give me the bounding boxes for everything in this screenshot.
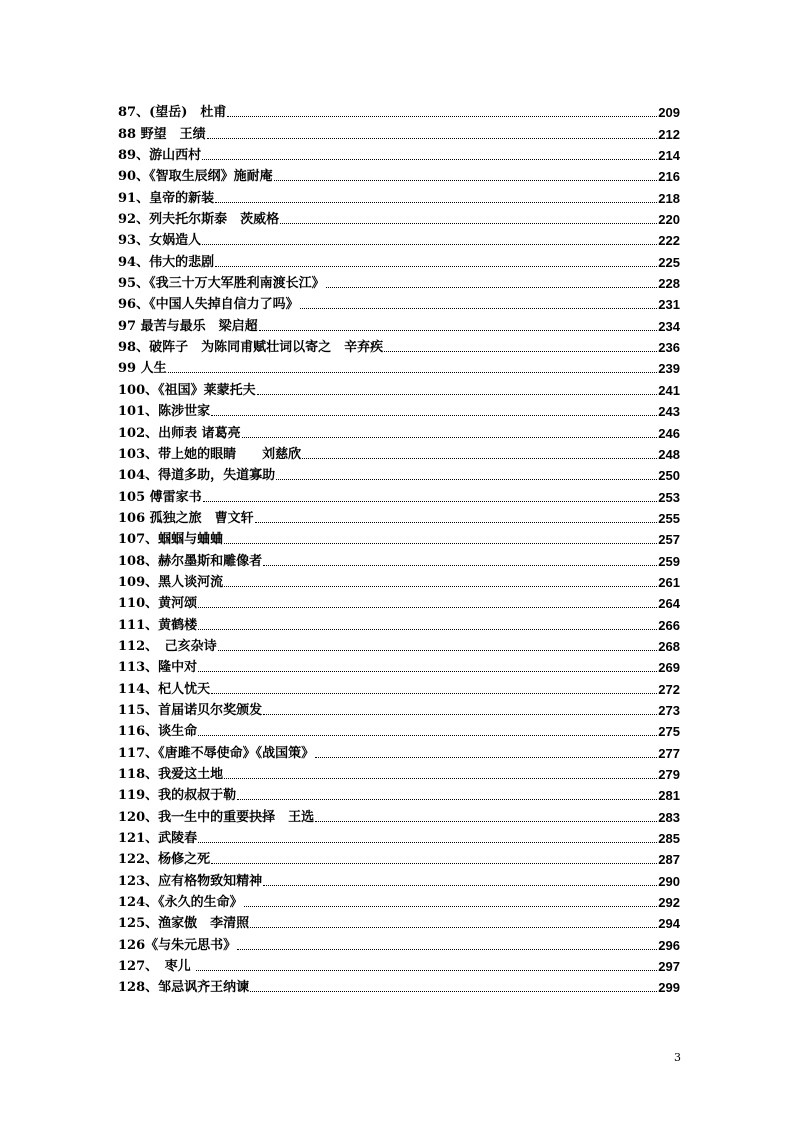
toc-entry[interactable] [118, 419, 680, 440]
toc-entry-title: 117、《唐雎不辱使命》《战国策》 [118, 745, 315, 761]
page-number: 3 [674, 1051, 681, 1064]
dot-leader [198, 671, 657, 672]
toc-entry-title: 88 野望 王绩 [118, 126, 206, 142]
toc-entry[interactable] [118, 675, 680, 696]
toc-entry-page: 290 [658, 873, 680, 889]
dot-leader [244, 906, 658, 907]
dot-leader [300, 308, 658, 309]
toc-entry-title: 116、谈生命 [118, 724, 198, 740]
toc-entry[interactable] [118, 227, 680, 248]
toc-entry-page: 299 [658, 980, 680, 996]
toc-entry-page: 292 [658, 895, 680, 911]
toc-entry-title: 108、赫尔墨斯和雕像者 [118, 553, 263, 569]
toc-entry[interactable] [118, 248, 680, 269]
toc-entry-title: 120、我一生中的重要抉择 王选 [118, 809, 315, 825]
toc-entry[interactable] [118, 910, 680, 931]
dot-leader [302, 458, 657, 459]
dot-leader [227, 116, 657, 117]
toc-entry-title: 91、皇帝的新装 [118, 190, 215, 206]
toc-entry-page: 281 [658, 788, 680, 804]
toc-entry-page: 294 [658, 916, 680, 932]
toc-entry[interactable] [118, 99, 680, 120]
toc-entry-title: 124、《永久的生命》 [118, 895, 243, 911]
toc-entry[interactable] [118, 931, 680, 952]
dot-leader [276, 479, 657, 480]
toc-entry[interactable] [118, 825, 680, 846]
toc-entry-title: 119、我的叔叔于勒 [118, 788, 237, 804]
dot-leader [255, 522, 658, 523]
toc-entry[interactable] [118, 953, 680, 974]
dot-leader [224, 543, 657, 544]
toc-entry-page: 248 [658, 446, 680, 462]
toc-entry[interactable] [118, 312, 680, 333]
dot-leader [250, 927, 657, 928]
dot-leader [242, 437, 658, 438]
dot-leader [263, 714, 657, 715]
toc-entry[interactable] [118, 590, 680, 611]
toc-entry-page: 264 [658, 596, 680, 612]
toc-entry-page: 231 [658, 297, 680, 313]
toc-entry[interactable] [118, 739, 680, 760]
dot-leader [224, 586, 657, 587]
dot-leader [203, 501, 658, 502]
toc-entry-title: 118、我爱这土地 [118, 767, 224, 782]
toc-entry-page: 239 [658, 361, 680, 377]
toc-entry-title: 98、破阵子 为陈同甫赋壮词以寄之 辛弃疾 [118, 340, 384, 356]
toc-entry-title: 101、陈涉世家 [118, 404, 211, 420]
toc-entry-page: 222 [658, 233, 680, 249]
toc-entry[interactable] [118, 718, 680, 739]
dot-leader [215, 202, 657, 203]
dot-leader [263, 885, 657, 886]
dot-leader [215, 266, 657, 267]
toc-entry-page: 269 [658, 660, 680, 676]
toc-entry[interactable] [118, 846, 680, 867]
table-of-contents [118, 99, 680, 995]
toc-entry-title: 89、游山西村 [118, 148, 202, 164]
toc-entry[interactable] [118, 355, 680, 376]
toc-entry-page: 287 [658, 852, 680, 868]
toc-entry-page: 273 [658, 702, 680, 718]
toc-entry-title: 110、黄河颂 [118, 596, 198, 612]
toc-entry-page: 261 [658, 574, 680, 590]
toc-entry-page: 228 [658, 276, 680, 292]
toc-entry-title: 107、蝈蝈与蛐蛐 [118, 532, 224, 548]
toc-entry-title: 111、黄鹤楼 [118, 617, 198, 633]
toc-entry-page: 283 [658, 809, 680, 825]
dot-leader [198, 735, 657, 736]
toc-entry[interactable] [118, 654, 680, 675]
toc-entry[interactable] [118, 163, 680, 184]
toc-entry-page: 243 [658, 404, 680, 420]
toc-entry[interactable] [118, 270, 680, 291]
toc-entry-page: 253 [658, 489, 680, 505]
toc-entry-title: 93、女娲造人 [118, 233, 202, 249]
toc-entry-page: 266 [658, 617, 680, 633]
toc-entry-title: 126《与朱元思书》 [118, 937, 237, 953]
toc-entry[interactable] [118, 889, 680, 910]
toc-entry-title: 103、带上她的眼睛 刘慈欣 [118, 446, 302, 462]
toc-entry-page: 275 [658, 724, 680, 740]
dot-leader [207, 138, 658, 139]
toc-entry[interactable] [118, 334, 680, 355]
toc-entry[interactable] [118, 867, 680, 888]
toc-entry[interactable] [118, 761, 680, 782]
dot-leader [211, 415, 657, 416]
toc-entry-page: 225 [658, 254, 680, 270]
toc-entry-title: 96、《中国人失掉自信力了吗》 [118, 297, 299, 313]
dot-leader [218, 650, 658, 651]
dot-leader [202, 244, 657, 245]
toc-entry-title: 113、隆中对 [118, 660, 198, 676]
toc-entry[interactable] [118, 376, 680, 397]
toc-entry[interactable] [118, 206, 680, 227]
toc-entry-page: 257 [658, 532, 680, 548]
toc-entry-page: 296 [658, 937, 680, 953]
toc-entry-title: 105 傅雷家书 [118, 489, 202, 505]
toc-entry[interactable] [118, 120, 680, 141]
toc-entry-title: 127、 枣儿 [118, 959, 196, 975]
toc-entry[interactable] [118, 291, 680, 312]
toc-entry-title: 106 孤独之旅 曹文轩 [118, 510, 254, 526]
dot-leader [315, 757, 657, 758]
toc-entry-page: 285 [658, 831, 680, 847]
toc-entry-title: 102、出师表 诸葛亮 [118, 425, 241, 441]
toc-entry-page: 255 [658, 510, 680, 526]
toc-entry-title: 125、渔家傲 李清照 [118, 916, 250, 932]
toc-entry-title: 115、首届诺贝尔奖颁发 [118, 702, 263, 718]
dot-leader [211, 863, 657, 864]
toc-entry-title: 99 人生 [118, 361, 167, 377]
toc-entry[interactable] [118, 633, 680, 654]
dot-leader [237, 799, 657, 800]
dot-leader [326, 287, 658, 288]
toc-entry-title: 92、列夫托尔斯泰 茨威格 [118, 212, 280, 228]
toc-entry-page: 234 [658, 318, 680, 334]
dot-leader [198, 629, 657, 630]
dot-leader [315, 821, 657, 822]
toc-entry-page: 209 [658, 105, 680, 121]
toc-entry[interactable] [118, 184, 680, 205]
toc-entry-title: 123、应有格物致知精神 [118, 873, 263, 889]
toc-entry[interactable] [118, 441, 680, 462]
toc-entry-page: 216 [658, 169, 680, 185]
toc-entry-title: 122、杨修之死 [118, 852, 211, 868]
toc-entry[interactable] [118, 398, 680, 419]
toc-entry-page: 212 [658, 126, 680, 142]
dot-leader [237, 949, 657, 950]
toc-entry-page: 297 [658, 959, 680, 975]
toc-entry-title: 128、邹忌讽齐王纳谏 [118, 980, 250, 996]
toc-entry-title: 121、武陵春 [118, 831, 198, 847]
toc-entry[interactable] [118, 974, 680, 995]
toc-entry-page: 246 [658, 425, 680, 441]
toc-entry[interactable] [118, 547, 680, 568]
toc-entry-title: 109、黑人谈河流 [118, 574, 224, 590]
dot-leader [274, 180, 658, 181]
dot-leader [196, 970, 657, 971]
toc-entry-title: 97 最苦与最乐 梁启超 [118, 318, 258, 334]
toc-entry[interactable] [118, 142, 680, 163]
toc-entry-page: 279 [658, 767, 680, 782]
dot-leader [211, 693, 657, 694]
toc-entry[interactable] [118, 782, 680, 803]
toc-entry-page: 236 [658, 340, 680, 356]
toc-entry[interactable] [118, 803, 680, 824]
toc-entry[interactable] [118, 569, 680, 590]
dot-leader [257, 394, 658, 395]
toc-entry[interactable] [118, 697, 680, 718]
toc-entry-title: 90、《智取生辰纲》施耐庵 [118, 169, 273, 185]
dot-leader [280, 223, 657, 224]
toc-entry-page: 218 [658, 190, 680, 206]
dot-leader [263, 565, 657, 566]
toc-entry-title: 100、《祖国》莱蒙托夫 [118, 382, 256, 398]
dot-leader [384, 351, 657, 352]
toc-entry-title: 95、《我三十万大军胜利南渡长江》 [118, 276, 325, 292]
toc-entry-title: 114、杞人忧天 [118, 681, 211, 697]
toc-entry[interactable] [118, 611, 680, 632]
toc-entry-title: 87、(望岳) 杜甫 [118, 105, 227, 121]
toc-entry-page: 259 [658, 553, 680, 569]
toc-entry[interactable] [118, 462, 680, 483]
toc-entry-page: 268 [658, 638, 680, 654]
dot-leader [198, 842, 657, 843]
dot-leader [224, 778, 657, 779]
toc-entry-page: 277 [658, 745, 680, 761]
toc-entry-title: 112、 己亥杂诗 [118, 638, 217, 654]
dot-leader [198, 607, 657, 608]
toc-entry-title: 104、得道多助，失道寡助 [118, 468, 276, 484]
toc-entry-page: 214 [658, 148, 680, 164]
dot-leader [202, 159, 657, 160]
toc-entry-title: 94、伟大的悲剧 [118, 254, 215, 270]
toc-entry[interactable] [118, 526, 680, 547]
toc-entry-page: 220 [658, 212, 680, 228]
toc-entry-page: 272 [658, 681, 680, 697]
dot-leader [259, 330, 658, 331]
toc-entry[interactable] [118, 505, 680, 526]
toc-entry-page: 250 [658, 468, 680, 484]
toc-entry-page: 241 [658, 382, 680, 398]
toc-entry[interactable] [118, 483, 680, 504]
dot-leader [168, 372, 658, 373]
dot-leader [250, 991, 657, 992]
